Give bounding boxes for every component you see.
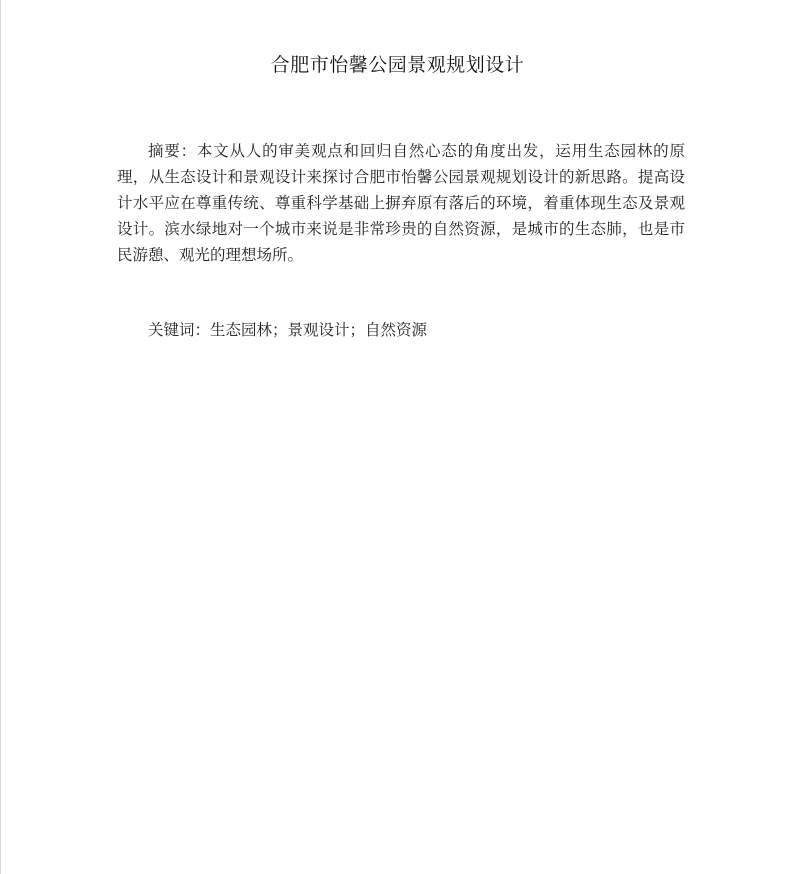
abstract-label: 摘要： — [148, 142, 197, 160]
keywords-line — [148, 317, 688, 343]
abstract-text: 本文从人的审美观点和回归自然心态的角度出发，运用生态园林的原理，从生态设计和景观设计来探讨合肥市怡馨公园景观规划设计的新思路。提高设计水平应在尊重传统、尊重科学基础上摒弃原有落后的环境，着重体现生态及景观设计。滨水绿地对一个城市来说是非常珍贵的自然资源，是城市的生态肺，也是市民游憩、观光的理想场所。 — [117, 142, 685, 264]
abstract-paragraph — [117, 138, 685, 268]
document-title: 合肥市怡馨公园景观规划设计 — [270, 54, 525, 76]
keywords-text: 生态园林；景观设计；自然资源 — [210, 321, 428, 339]
keywords-label: 关键词： — [148, 321, 211, 339]
